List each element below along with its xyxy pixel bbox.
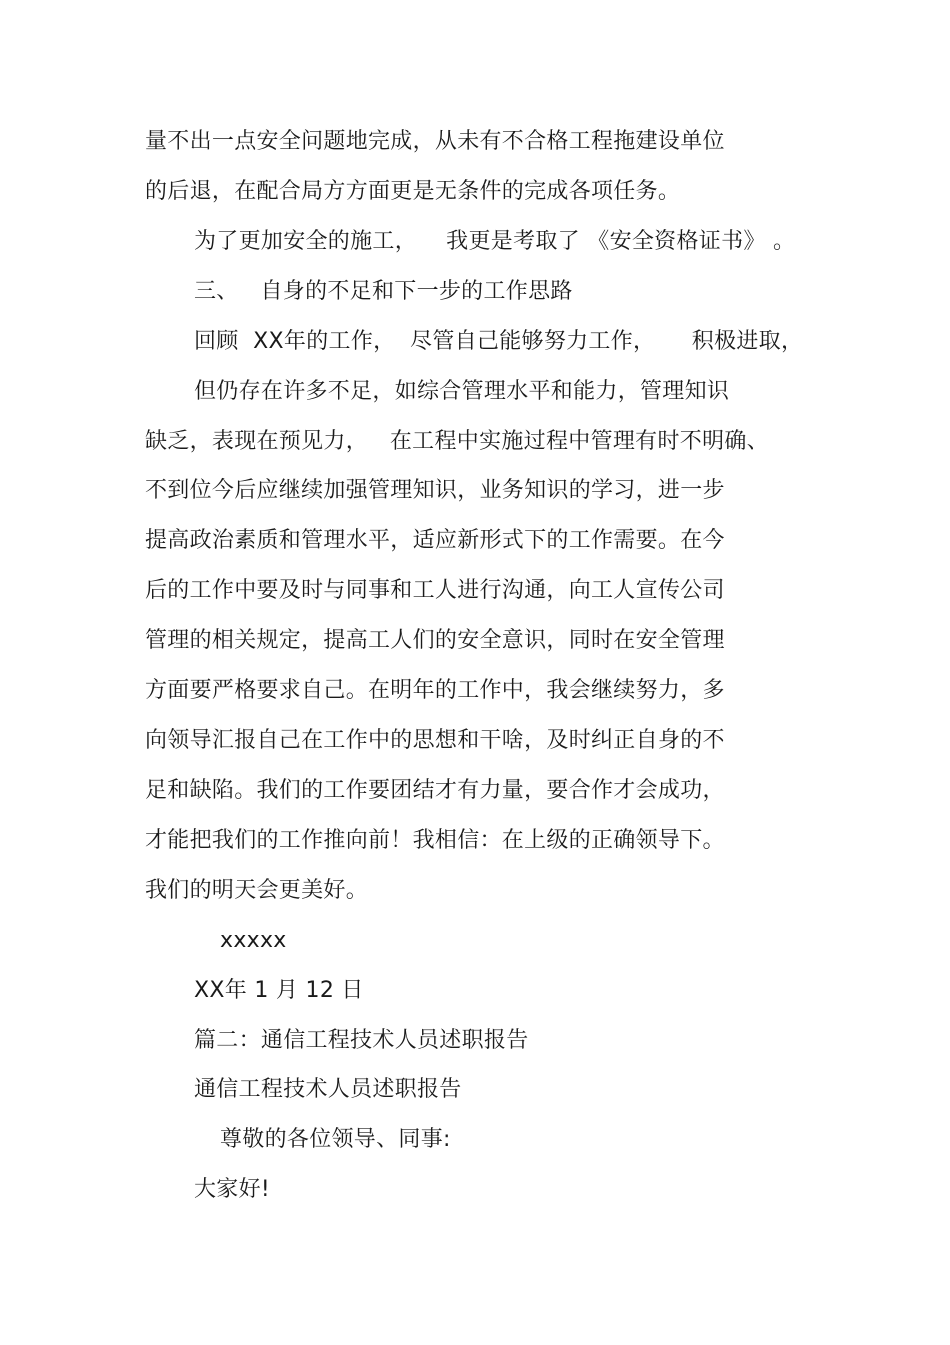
signature: xxxxx bbox=[220, 928, 287, 953]
paragraph-line: 量不出一点安全问题地完成，从未有不合格工程拖建设单位 bbox=[145, 129, 725, 154]
paragraph-line: 回顾 XX年的工作， 尽管自己能够努力工作， 积极进取， bbox=[194, 329, 804, 354]
paragraph-line: 管理的相关规定，提高工人们的安全意识，同时在安全管理 bbox=[145, 628, 725, 653]
report-title: 通信工程技术人员述职报告 bbox=[194, 1077, 462, 1102]
date-line: XX年 1 月 12 日 bbox=[194, 978, 364, 1003]
paragraph-line: 才能把我们的工作推向前！我相信：在上级的正确领导下。 bbox=[145, 828, 725, 853]
paragraph-line: 为了更加安全的施工， 我更是考取了 《安全资格证书》 。 bbox=[194, 229, 796, 254]
section-heading: 三、 自身的不足和下一步的工作思路 bbox=[194, 279, 573, 304]
paragraph-line: 不到位今后应继续加强管理知识，业务知识的学习，进一步 bbox=[145, 478, 725, 503]
paragraph-line: 我们的明天会更美好。 bbox=[145, 878, 369, 903]
paragraph-line: 的后退，在配合局方方面更是无条件的完成各项任务。 bbox=[145, 179, 681, 204]
paragraph-line: 后的工作中要及时与同事和工人进行沟通，向工人宣传公司 bbox=[145, 578, 725, 603]
paragraph-line: 缺乏，表现在预见力， 在工程中实施过程中管理有时不明确、 bbox=[145, 429, 769, 454]
salutation: 尊敬的各位领导、同事: bbox=[220, 1127, 451, 1152]
paragraph-line: 提高政治素质和管理水平，适应新形式下的工作需要。在今 bbox=[145, 528, 725, 553]
paragraph-line: 足和缺陷。我们的工作要团结才有力量，要合作才会成功， bbox=[145, 778, 725, 803]
greeting: 大家好! bbox=[194, 1177, 271, 1202]
paragraph-line: 向领导汇报自己在工作中的思想和干啥，及时纠正自身的不 bbox=[145, 728, 725, 753]
paragraph-line: 但仍存在许多不足，如综合管理水平和能力，管理知识 bbox=[194, 379, 730, 404]
paragraph-line: 方面要严格要求自己。在明年的工作中，我会继续努力，多 bbox=[145, 678, 725, 703]
chapter-heading: 篇二：通信工程技术人员述职报告 bbox=[194, 1028, 529, 1053]
